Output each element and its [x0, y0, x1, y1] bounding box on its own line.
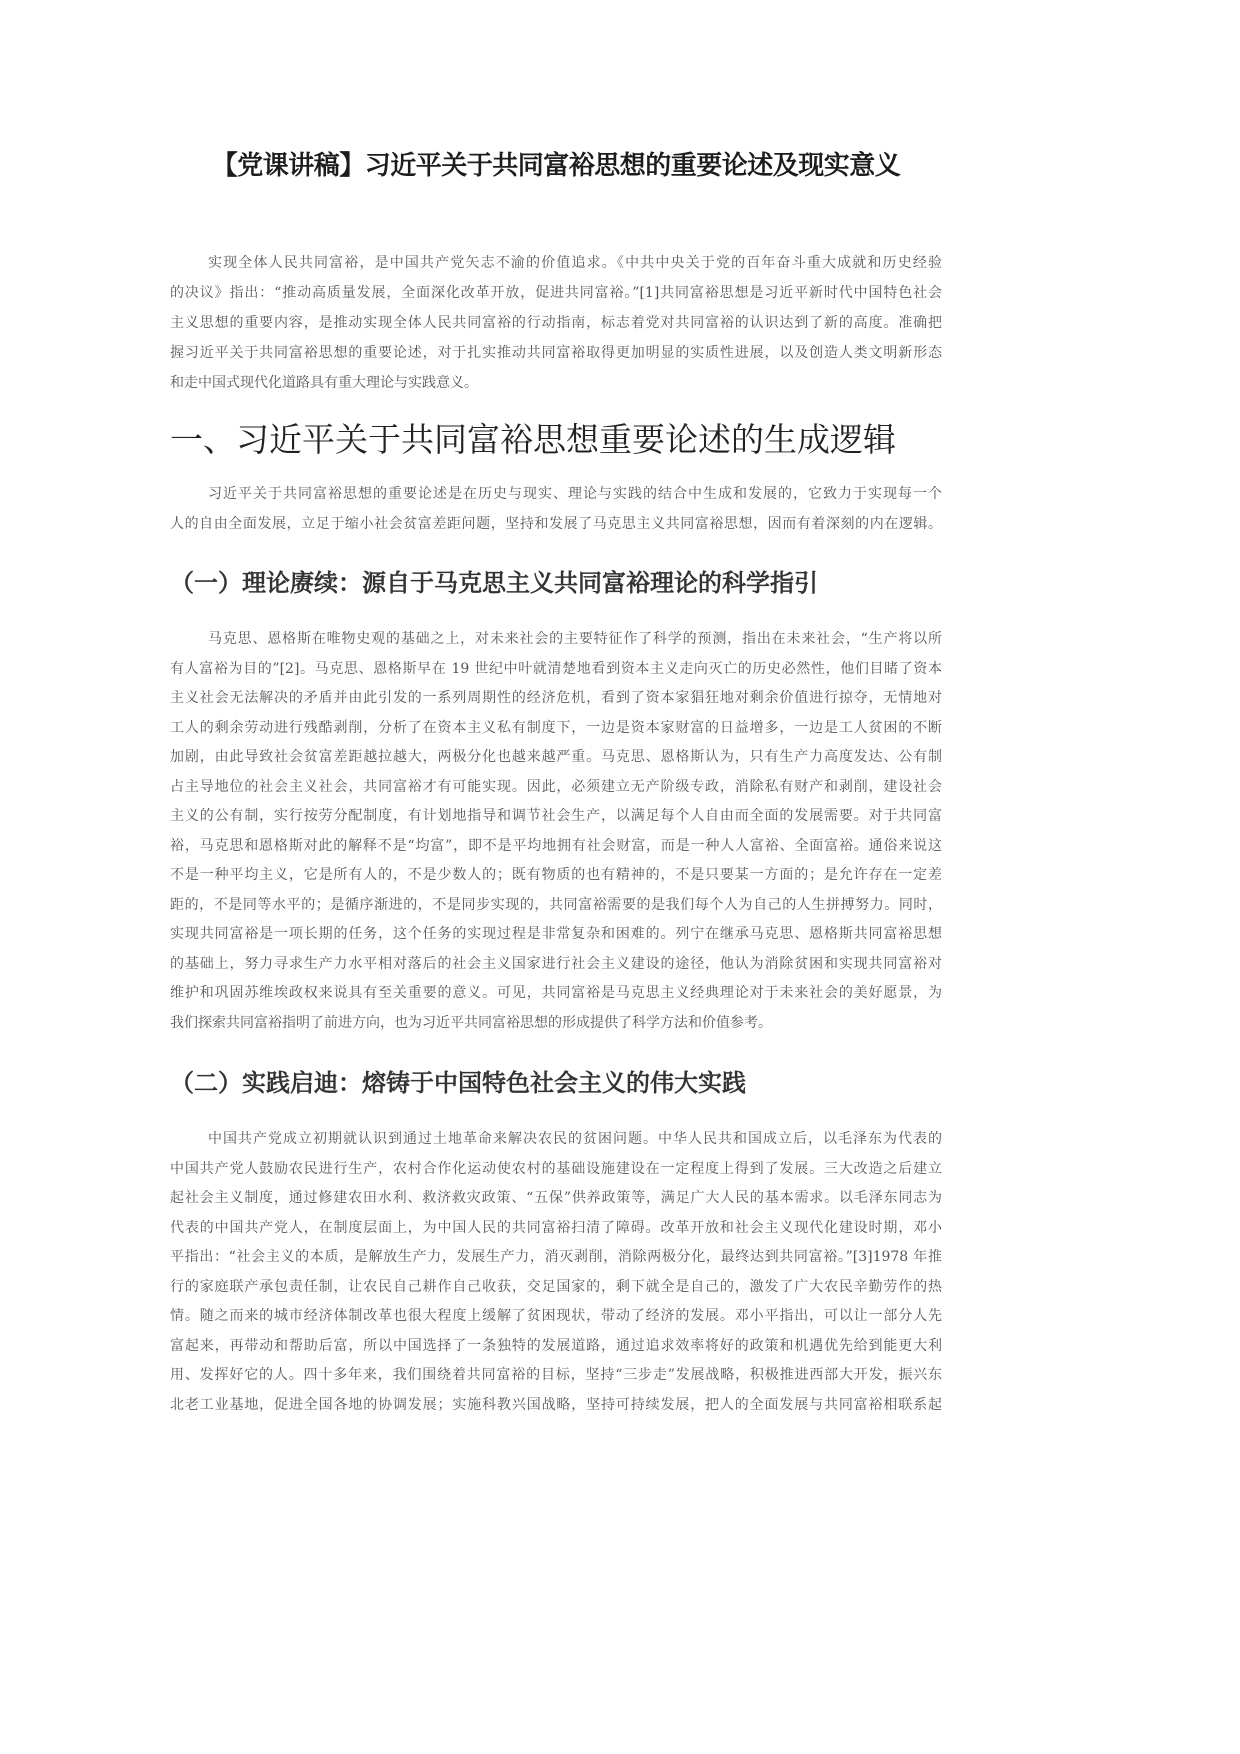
- text-line: 占主导地位的社会主义社会，共同富裕才有可能实现。因此，必须建立无产阶级专政，消除私有财产和剥削，建设社会: [170, 778, 942, 795]
- text-line: 习近平关于共同富裕思想的重要论述是在历史与现实、理论与实践的结合中生成和发展的，它致力于实现每一个: [208, 486, 942, 502]
- text-line: 用、发挥好它的人。四十多年来，我们围绕着共同富裕的目标，坚持“三步走”发展战略，积极推进西部大开发，振兴东: [170, 1367, 942, 1383]
- text-line: 维护和巩固苏维埃政权来说具有至关重要的意义。可见，共同富裕是马克思主义经典理论对于未来社会的美好愿景，为: [170, 985, 942, 1001]
- text-line: 距的，不是同等水平的；是循序渐进的，不是同步实现的，共同富裕需要的是我们每个人为自己的人生拼搏努力。同时，: [170, 896, 942, 913]
- text-line: 中国共产党成立初期就认识到通过土地革命来解决农民的贫困问题。中华人民共和国成立后，以毛泽东为代表的: [208, 1131, 942, 1147]
- paragraph-theory: [170, 625, 942, 1038]
- text-line: 主义社会无法解决的矛盾并由此引发的一系列周期性的经济危机，看到了资本家猖狂地对剩余价值进行掠夺，无情地对: [170, 690, 942, 706]
- paragraph-section-intro: [170, 480, 942, 539]
- text-line: 握习近平关于共同富裕思想的重要论述，对于扎实推动共同富裕取得更加明显的实质性进展，以及创造人类文明新形态: [170, 345, 942, 361]
- text-line: 北老工业基地，促进全国各地的协调发展；实施科教兴国战略，坚持可持续发展，把人的全面发展与共同富裕相联系起: [170, 1396, 942, 1413]
- text-line: 情。随之而来的城市经济体制改革也很大程度上缓解了贫困现状，带动了经济的发展。邓小平指出，可以让一部分人先: [170, 1308, 942, 1324]
- text-line: 起社会主义制度，通过修建农田水利、救济救灾政策、“五保”供养政策等，满足广大人民的基本需求。以毛泽东同志为: [170, 1190, 942, 1206]
- text-line: 实现全体人民共同富裕，是中国共产党矢志不渝的价值追求。《中共中央关于党的百年奋斗重大成就和历史经验: [208, 255, 942, 271]
- document-title: 【党课讲稿】习近平关于共同富裕思想的重要论述及现实意义: [211, 151, 901, 181]
- text-line: 主义的公有制，实行按劳分配制度，有计划地指导和调节社会生产，以满足每个人自由而全面的发展需要。对于共同富: [170, 808, 942, 824]
- text-line: 的决议》指出：“推动高质量发展，全面深化改革开放，促进共同富裕。”[1]共同富裕思想是习近平新时代中国特色社会: [170, 285, 942, 301]
- text-line: 平指出：“社会主义的本质，是解放生产力，发展生产力，消灭剥削，消除两极分化，最终达到共同富裕。”[3]1978 年推: [170, 1249, 942, 1265]
- text-line: 不是一种平均主义，它是所有人的，不是少数人的；既有物质的也有精神的，不是只要某一方面的；是允许存在一定差: [170, 867, 942, 883]
- text-line: 中国共产党人鼓励农民进行生产，农村合作化运动使农村的基础设施建设在一定程度上得到了发展。三大改造之后建立: [170, 1160, 942, 1177]
- subsection-heading: （一）理论赓续：源自于马克思主义共同富裕理论的科学指引: [170, 569, 818, 597]
- subsection-heading: （二）实践启迪：熔铸于中国特色社会主义的伟大实践: [170, 1069, 746, 1097]
- text-line: 工人的剩余劳动进行残酷剥削，分析了在资本主义私有制度下，一边是资本家财富的日益增多，一边是工人贫困的不断: [170, 719, 942, 736]
- text-line: 行的家庭联产承包责任制，让农民自己耕作自己收获，交足国家的，剩下就全是自己的，激发了广大农民辛勤劳作的热: [170, 1278, 942, 1295]
- section-heading: 一、习近平关于共同富裕思想重要论述的生成逻辑: [170, 420, 896, 459]
- text-line: 实现共同富裕是一项长期的任务，这个任务的实现过程是非常复杂和困难的。列宁在继承马克思、恩格斯共同富裕思想: [170, 926, 942, 942]
- text-line: 的基础上，努力寻求生产力水平相对落后的社会主义国家进行社会主义建设的途径，他认为消除贫困和实现共同富裕对: [170, 955, 942, 972]
- text-line: 富起来，再带动和帮助后富，所以中国选择了一条独特的发展道路，通过追求效率将好的政策和机遇优先给到能更大利: [170, 1337, 942, 1354]
- paragraph-practice: [170, 1125, 942, 1420]
- text-line: 我们探索共同富裕指明了前进方向，也为习近平共同富裕思想的形成提供了科学方法和价值参考。: [170, 1014, 772, 1031]
- paragraph-intro: [170, 248, 942, 398]
- text-line: 主义思想的重要内容，是推动实现全体人民共同富裕的行动指南，标志着党对共同富裕的认识达到了新的高度。准确把: [170, 315, 942, 331]
- text-line: 马克思、恩格斯在唯物史观的基础之上，对未来社会的主要特征作了科学的预测，指出在未来社会，“生产将以所: [208, 631, 942, 647]
- text-line: 代表的中国共产党人，在制度层面上，为中国人民的共同富裕扫清了障碍。改革开放和社会主义现代化建设时期，邓小: [170, 1219, 942, 1236]
- text-line: 和走中国式现代化道路具有重大理论与实践意义。: [170, 375, 478, 391]
- text-line: 人的自由全面发展，立足于缩小社会贫富差距问题，坚持和发展了马克思主义共同富裕思想，因而有着深刻的内在逻辑。: [170, 515, 942, 532]
- text-line: 加剧，由此导致社会贫富差距越拉越大，两极分化也越来越严重。马克思、恩格斯认为，只有生产力高度发达、公有制: [170, 749, 942, 765]
- text-line: 裕，马克思和恩格斯对此的解释不是“均富”，即不是平均地拥有社会财富，而是一种人人富裕、全面富裕。通俗来说这: [170, 837, 942, 854]
- text-line: 有人富裕为目的”[2]。马克思、恩格斯早在 19 世纪中叶就清楚地看到资本主义走向灭亡的历史必然性，他们目睹了资本: [170, 660, 942, 677]
